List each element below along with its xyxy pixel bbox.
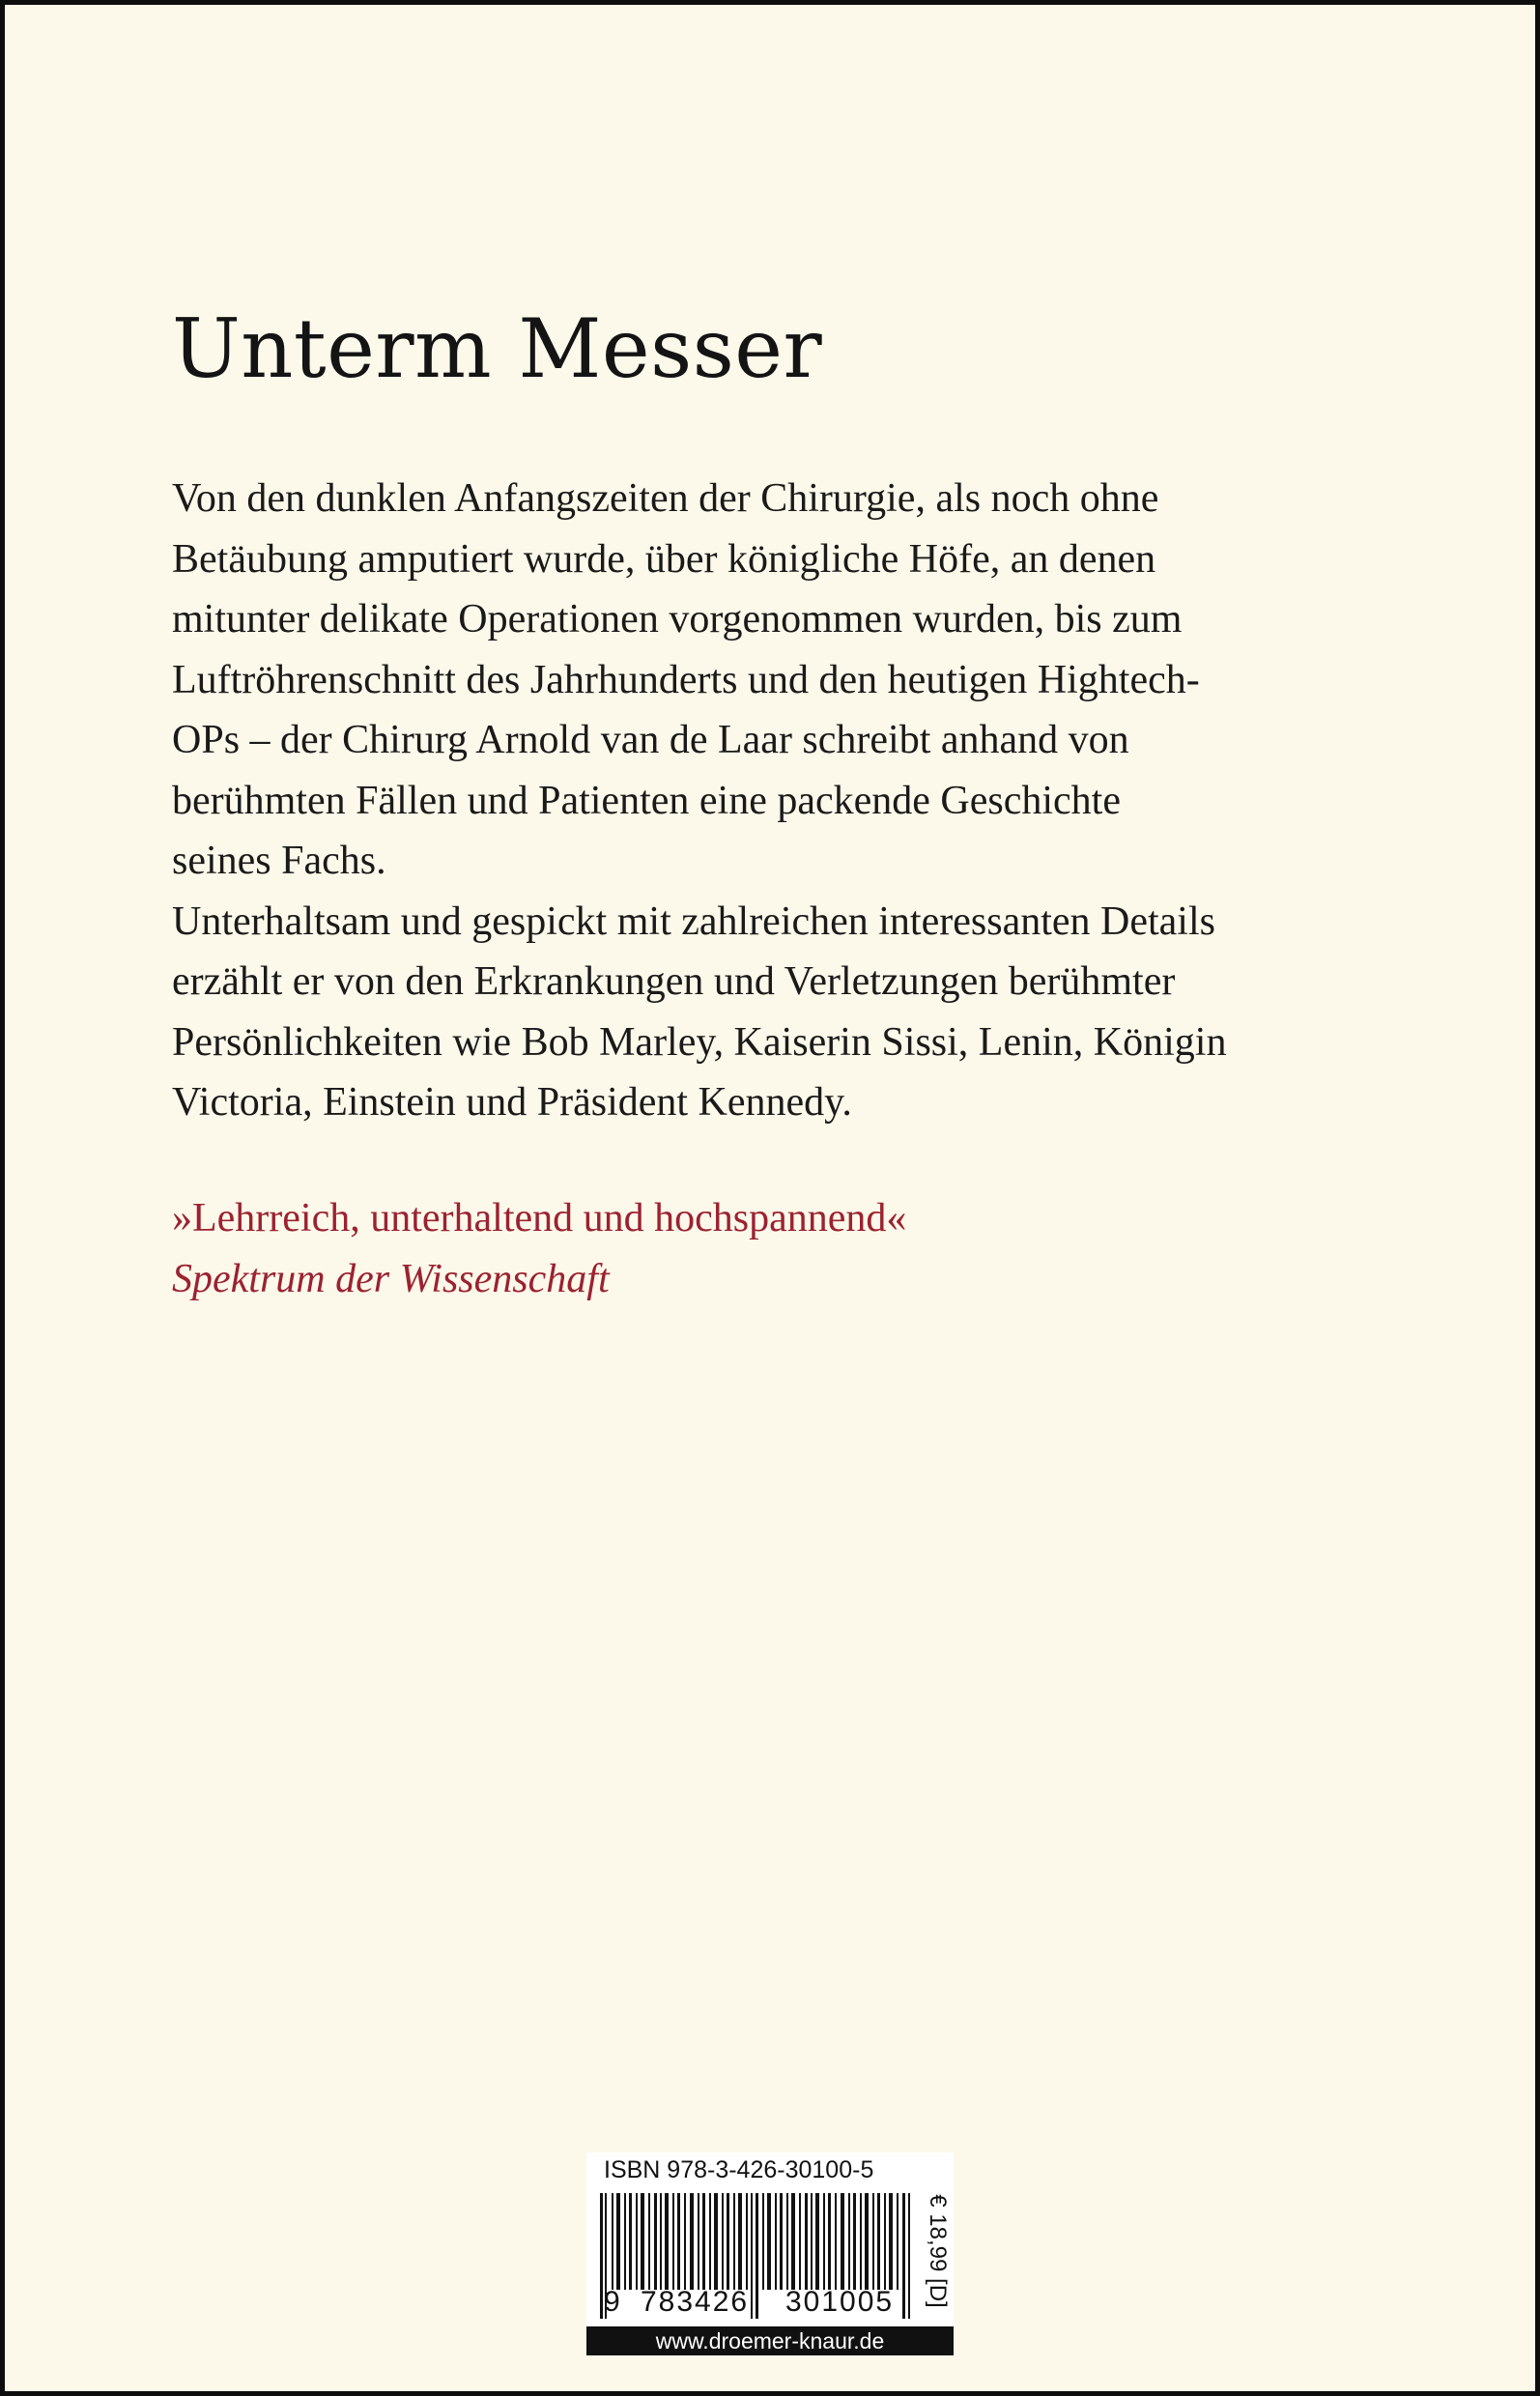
- blurb-line: seines Fachs.: [172, 839, 386, 883]
- barcode-bar: [877, 2193, 880, 2290]
- barcode-bar: [677, 2193, 680, 2290]
- barcode-digit-first: 9: [604, 2286, 620, 2318]
- barcode-bar: [636, 2193, 638, 2290]
- blurb-line: Unterhaltsam und gespickt mit zahlreichen interessanten Details: [172, 898, 1215, 944]
- review-quote-text: »Lehrreich, unterhaltend und hochspannend«: [172, 1196, 907, 1241]
- barcode-digits-right: 301005: [785, 2286, 895, 2318]
- barcode-bar: [722, 2193, 724, 2290]
- book-back-cover: [5, 5, 1535, 2391]
- barcode-bar: [672, 2193, 674, 2290]
- barcode-bar: [853, 2193, 856, 2290]
- barcode-bar: [690, 2193, 694, 2290]
- barcode-bar: [860, 2193, 862, 2290]
- blurb-line: Betäubung amputiert wurde, über königliche Höfe, an denen: [172, 536, 1156, 582]
- blurb-line: Victoria, Einstein und Präsident Kennedy.: [172, 1080, 852, 1125]
- barcode-bar: [612, 2193, 613, 2290]
- barcode-bar: [751, 2193, 753, 2319]
- barcode-bar: [756, 2193, 758, 2319]
- barcode-bar: [815, 2193, 819, 2290]
- barcode-bar: [884, 2193, 886, 2290]
- barcode-bar: [762, 2193, 764, 2290]
- barcode-bar: [811, 2193, 813, 2290]
- barcode-bar: [684, 2193, 686, 2290]
- blurb-line: Persönlichkeiten wie Bob Marley, Kaiserin Sissi, Lenin, Königin: [172, 1019, 1227, 1065]
- price-label: € 18,99 [D]: [925, 2194, 951, 2308]
- barcode-label: [586, 2153, 954, 2355]
- blurb-line: Von den dunklen Anfangszeiten der Chirurgie, als noch ohne: [172, 476, 1159, 521]
- barcode-bar: [775, 2193, 777, 2290]
- barcode-bar: [786, 2193, 788, 2290]
- barcode-bar: [738, 2193, 742, 2290]
- blurb-line: erzählt er von den Erkrankungen und Verletzungen berühmter: [172, 959, 1176, 1004]
- barcode-bar: [841, 2193, 844, 2290]
- barcode-bar: [641, 2193, 644, 2290]
- barcode-bar: [665, 2193, 669, 2290]
- blurb-line: mitunter delikate Operationen vorgenommen wurden, bis zum: [172, 597, 1183, 642]
- barcode-bar: [600, 2193, 603, 2319]
- barcode-bar: [733, 2193, 735, 2290]
- publisher-website: www.droemer-knaur.de: [586, 2326, 954, 2355]
- barcode-bar: [897, 2193, 898, 2290]
- barcode-bar: [865, 2193, 869, 2290]
- barcode-bar: [629, 2193, 632, 2290]
- barcode-bar: [654, 2193, 657, 2290]
- barcode-bar: [872, 2193, 874, 2290]
- barcode-bar: [648, 2193, 650, 2290]
- barcode-bar: [709, 2193, 711, 2290]
- barcode-bar: [624, 2193, 626, 2290]
- barcode-bar: [727, 2193, 729, 2290]
- blurb-line: OPs – der Chirurg Arnold van de Laar schreibt anhand von: [172, 718, 1129, 762]
- barcode-bar: [660, 2193, 662, 2290]
- review-quote-source: Spektrum der Wissenschaft: [172, 1256, 610, 1301]
- isbn-number: ISBN 978-3-426-30100-5: [604, 2156, 874, 2183]
- book-blurb: [172, 469, 1389, 1133]
- barcode-bar: [835, 2193, 837, 2290]
- barcode-bar: [698, 2193, 699, 2290]
- barcode-bar: [746, 2193, 748, 2290]
- barcode-bar: [780, 2193, 783, 2290]
- barcode-bar: [714, 2193, 718, 2290]
- barcode-bar: [902, 2193, 905, 2319]
- blurb-line: berühmten Fällen und Patienten eine packende Geschichte: [172, 778, 1121, 823]
- barcode-bar: [848, 2193, 850, 2290]
- barcode-bar: [791, 2193, 795, 2290]
- book-title: Unterm Messer: [172, 301, 823, 396]
- barcode-bar: [616, 2193, 620, 2290]
- barcode-digits-left: 783426: [641, 2286, 750, 2318]
- barcode-bar: [828, 2193, 831, 2290]
- barcode-bar: [889, 2193, 893, 2290]
- barcode-bar: [767, 2193, 771, 2290]
- blurb-line: Luftröhrenschnitt des Jahrhunderts und den heutigen Hightech-: [172, 657, 1200, 702]
- barcode-bar: [805, 2193, 808, 2290]
- review-quote: [172, 1188, 906, 1309]
- barcode-bar: [823, 2193, 825, 2290]
- barcode-bar: [702, 2193, 705, 2290]
- barcode-bar: [908, 2193, 910, 2319]
- barcode-bar: [799, 2193, 801, 2290]
